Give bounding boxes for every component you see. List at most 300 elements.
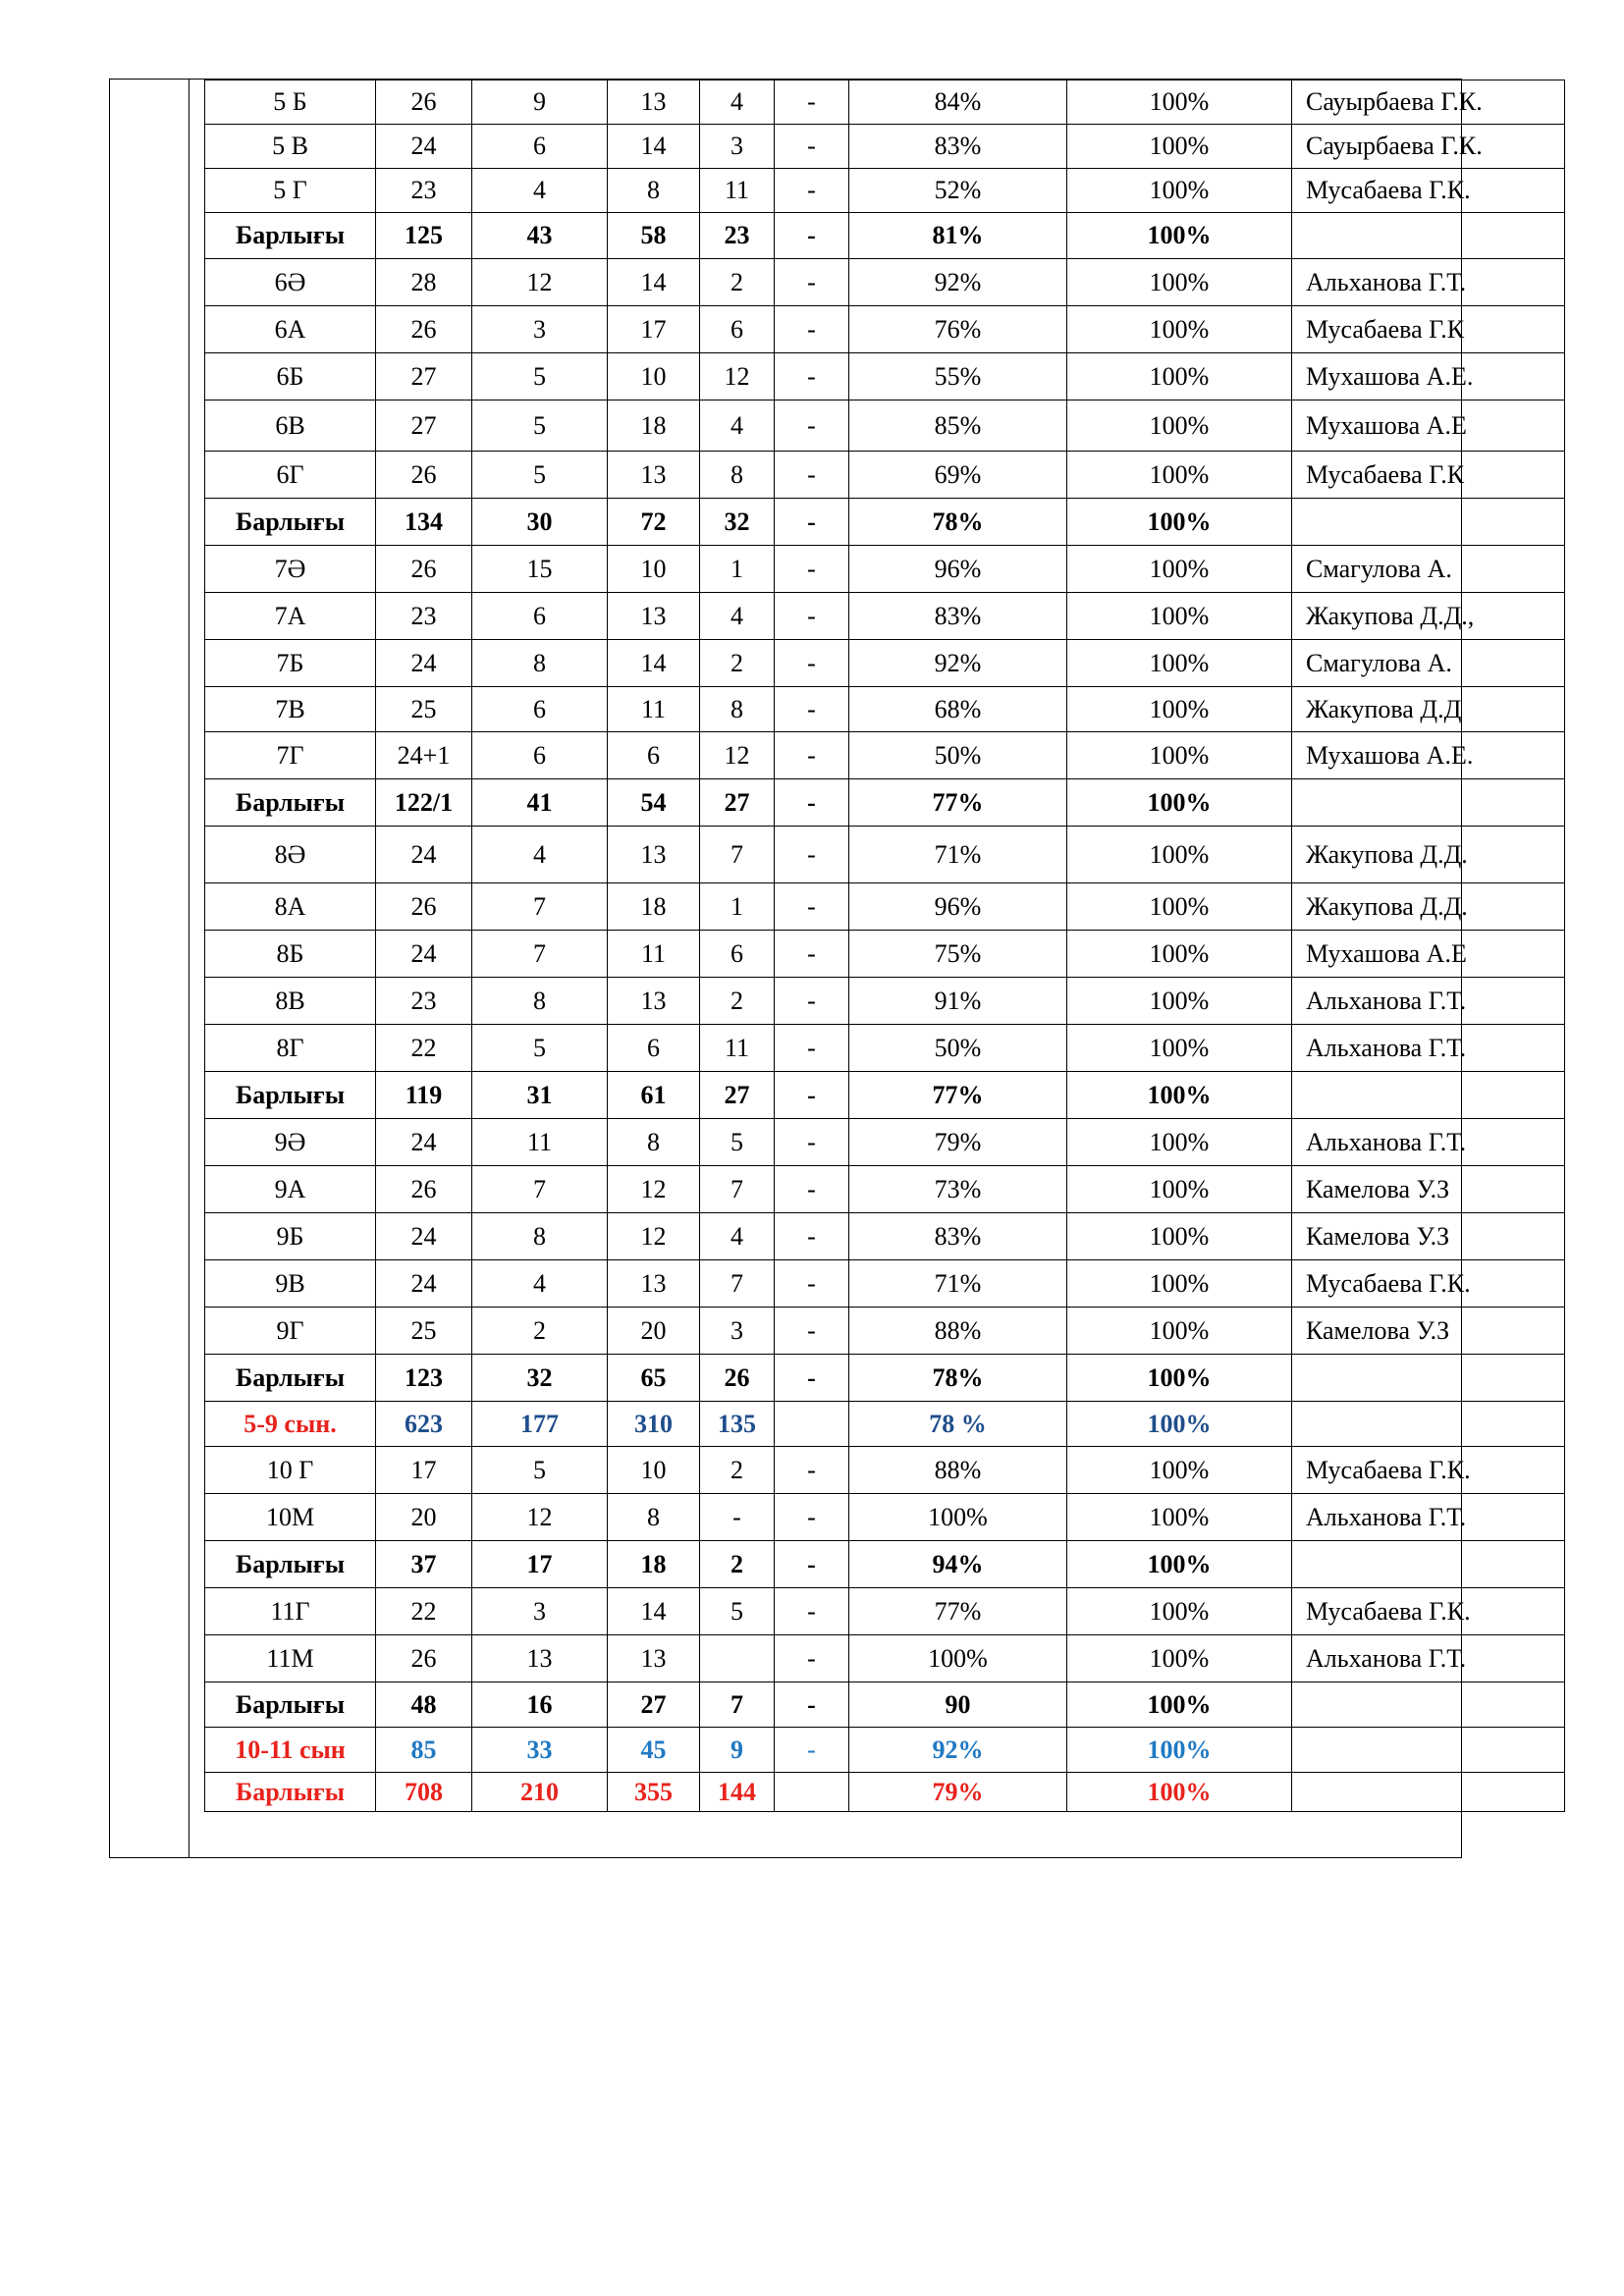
good-cell: 17 [608, 306, 700, 353]
students-cell: 24 [376, 125, 472, 169]
quality-cell: 68% [849, 687, 1067, 732]
good-cell: 8 [608, 169, 700, 213]
class-cell: 8Г [205, 1025, 376, 1072]
teacher-cell: Жакупова Д.Д., [1292, 593, 1565, 640]
class-cell: 6Ә [205, 259, 376, 306]
satisfactory-cell: 2 [700, 978, 775, 1025]
satisfactory-cell [700, 1635, 775, 1682]
students-cell: 24+1 [376, 732, 472, 779]
good-cell: 14 [608, 1588, 700, 1635]
success-cell: 100% [1067, 1166, 1292, 1213]
table-row [205, 1308, 1565, 1355]
students-cell: 85 [376, 1728, 472, 1773]
good-cell: 6 [608, 732, 700, 779]
excellent-cell: 12 [472, 259, 608, 306]
class-cell: 5 Б [205, 80, 376, 125]
success-cell: 100% [1067, 779, 1292, 827]
class-cell: 11М [205, 1635, 376, 1682]
fail-cell: - [775, 1025, 849, 1072]
teacher-cell: Сауырбаева Г.К. [1292, 80, 1565, 125]
students-cell: 26 [376, 883, 472, 931]
success-cell: 100% [1067, 546, 1292, 593]
teacher-cell: Мусабаева Г.К. [1292, 1588, 1565, 1635]
excellent-cell: 2 [472, 1308, 608, 1355]
class-cell: 7А [205, 593, 376, 640]
success-cell: 100% [1067, 1260, 1292, 1308]
quality-cell: 78% [849, 499, 1067, 546]
summary-row [205, 1402, 1565, 1447]
quality-cell: 83% [849, 125, 1067, 169]
class-cell: 5 Г [205, 169, 376, 213]
good-cell: 13 [608, 1635, 700, 1682]
class-cell: 7Ә [205, 546, 376, 593]
satisfactory-cell: 12 [700, 732, 775, 779]
fail-cell: - [775, 1119, 849, 1166]
excellent-cell: 4 [472, 827, 608, 883]
quality-cell: 92% [849, 1728, 1067, 1773]
satisfactory-cell: 144 [700, 1773, 775, 1812]
good-cell: 8 [608, 1494, 700, 1541]
quality-cell: 100% [849, 1494, 1067, 1541]
teacher-cell: Альханова Г.Т. [1292, 1025, 1565, 1072]
excellent-cell: 8 [472, 1213, 608, 1260]
success-cell: 100% [1067, 732, 1292, 779]
teacher-cell [1292, 1682, 1565, 1728]
satisfactory-cell: 1 [700, 883, 775, 931]
students-cell: 28 [376, 259, 472, 306]
excellent-cell: 8 [472, 978, 608, 1025]
class-cell: 7В [205, 687, 376, 732]
quality-cell: 50% [849, 732, 1067, 779]
table-row [205, 80, 1565, 125]
success-cell: 100% [1067, 978, 1292, 1025]
fail-cell: - [775, 978, 849, 1025]
students-cell: 623 [376, 1402, 472, 1447]
quality-cell: 79% [849, 1119, 1067, 1166]
fail-cell: - [775, 883, 849, 931]
teacher-cell: Мухашова А.Е. [1292, 353, 1565, 400]
class-cell: Барлығы [205, 499, 376, 546]
excellent-cell: 3 [472, 306, 608, 353]
fail-cell: - [775, 169, 849, 213]
good-cell: 65 [608, 1355, 700, 1402]
table-row [205, 931, 1565, 978]
excellent-cell: 41 [472, 779, 608, 827]
table-row [205, 1025, 1565, 1072]
table-row [205, 169, 1565, 213]
excellent-cell: 33 [472, 1728, 608, 1773]
fail-cell: - [775, 306, 849, 353]
summary-row [205, 1728, 1565, 1773]
satisfactory-cell: 8 [700, 452, 775, 499]
excellent-cell: 5 [472, 452, 608, 499]
fail-cell: - [775, 546, 849, 593]
table-row [205, 1119, 1565, 1166]
satisfactory-cell: 7 [700, 1166, 775, 1213]
teacher-cell: Альханова Г.Т. [1292, 978, 1565, 1025]
teacher-cell: Мусабаева Г.К [1292, 306, 1565, 353]
satisfactory-cell: 4 [700, 1213, 775, 1260]
excellent-cell: 8 [472, 640, 608, 687]
class-cell: 10-11 сын [205, 1728, 376, 1773]
fail-cell: - [775, 931, 849, 978]
fail-cell [775, 1773, 849, 1812]
table-row [205, 400, 1565, 452]
teacher-cell: Камелова У.З [1292, 1213, 1565, 1260]
satisfactory-cell: 2 [700, 1541, 775, 1588]
quality-cell: 71% [849, 827, 1067, 883]
teacher-cell: Камелова У.З [1292, 1308, 1565, 1355]
grades-table [204, 80, 1565, 1812]
excellent-cell: 12 [472, 1494, 608, 1541]
good-cell: 11 [608, 687, 700, 732]
teacher-cell: Сауырбаева Г.К. [1292, 125, 1565, 169]
students-cell: 48 [376, 1682, 472, 1728]
success-cell: 100% [1067, 1119, 1292, 1166]
excellent-cell: 17 [472, 1541, 608, 1588]
teacher-cell [1292, 1072, 1565, 1119]
quality-cell: 83% [849, 593, 1067, 640]
teacher-cell: Смагулова А. [1292, 546, 1565, 593]
good-cell: 6 [608, 1025, 700, 1072]
students-cell: 23 [376, 593, 472, 640]
fail-cell: - [775, 1588, 849, 1635]
success-cell: 100% [1067, 1588, 1292, 1635]
table-row [205, 1588, 1565, 1635]
class-cell: 9Г [205, 1308, 376, 1355]
total-row [205, 1682, 1565, 1728]
satisfactory-cell: 2 [700, 640, 775, 687]
students-cell: 708 [376, 1773, 472, 1812]
table-row [205, 883, 1565, 931]
excellent-cell: 31 [472, 1072, 608, 1119]
fail-cell: - [775, 400, 849, 452]
satisfactory-cell: 12 [700, 353, 775, 400]
fail-cell: - [775, 1166, 849, 1213]
excellent-cell: 15 [472, 546, 608, 593]
good-cell: 72 [608, 499, 700, 546]
fail-cell: - [775, 452, 849, 499]
table-row [205, 593, 1565, 640]
good-cell: 10 [608, 1447, 700, 1494]
good-cell: 13 [608, 593, 700, 640]
students-cell: 27 [376, 400, 472, 452]
satisfactory-cell: 32 [700, 499, 775, 546]
satisfactory-cell: 11 [700, 1025, 775, 1072]
teacher-cell: Жакупова Д.Д. [1292, 827, 1565, 883]
table-row [205, 732, 1565, 779]
teacher-cell [1292, 213, 1565, 259]
quality-cell: 55% [849, 353, 1067, 400]
quality-cell: 88% [849, 1447, 1067, 1494]
quality-cell: 76% [849, 306, 1067, 353]
table-row [205, 1447, 1565, 1494]
teacher-cell [1292, 779, 1565, 827]
teacher-cell [1292, 1728, 1565, 1773]
students-cell: 24 [376, 1119, 472, 1166]
class-cell: 10М [205, 1494, 376, 1541]
quality-cell: 50% [849, 1025, 1067, 1072]
teacher-cell [1292, 1355, 1565, 1402]
teacher-cell [1292, 499, 1565, 546]
satisfactory-cell: 9 [700, 1728, 775, 1773]
quality-cell: 78% [849, 1355, 1067, 1402]
success-cell: 100% [1067, 1682, 1292, 1728]
teacher-cell: Альханова Г.Т. [1292, 1635, 1565, 1682]
quality-cell: 85% [849, 400, 1067, 452]
excellent-cell: 9 [472, 80, 608, 125]
good-cell: 61 [608, 1072, 700, 1119]
satisfactory-cell: 4 [700, 80, 775, 125]
quality-cell: 77% [849, 1072, 1067, 1119]
satisfactory-cell: 2 [700, 259, 775, 306]
fail-cell: - [775, 1494, 849, 1541]
students-cell: 37 [376, 1541, 472, 1588]
quality-cell: 83% [849, 1213, 1067, 1260]
success-cell: 100% [1067, 1213, 1292, 1260]
table-row [205, 306, 1565, 353]
students-cell: 24 [376, 640, 472, 687]
excellent-cell: 210 [472, 1773, 608, 1812]
quality-cell: 88% [849, 1308, 1067, 1355]
fail-cell: - [775, 80, 849, 125]
quality-cell: 77% [849, 779, 1067, 827]
excellent-cell: 5 [472, 400, 608, 452]
students-cell: 134 [376, 499, 472, 546]
satisfactory-cell: 7 [700, 827, 775, 883]
good-cell: 12 [608, 1213, 700, 1260]
excellent-cell: 13 [472, 1635, 608, 1682]
success-cell: 100% [1067, 883, 1292, 931]
class-cell: 9В [205, 1260, 376, 1308]
good-cell: 14 [608, 125, 700, 169]
class-cell: 9А [205, 1166, 376, 1213]
quality-cell: 81% [849, 213, 1067, 259]
total-row [205, 213, 1565, 259]
table-row [205, 687, 1565, 732]
excellent-cell: 43 [472, 213, 608, 259]
grand-total-row [205, 1773, 1565, 1812]
good-cell: 310 [608, 1402, 700, 1447]
success-cell: 100% [1067, 353, 1292, 400]
table-row [205, 125, 1565, 169]
teacher-cell: Мусабаева Г.К [1292, 452, 1565, 499]
satisfactory-cell: 23 [700, 213, 775, 259]
table-row [205, 1635, 1565, 1682]
good-cell: 11 [608, 931, 700, 978]
success-cell: 100% [1067, 1494, 1292, 1541]
table-row [205, 640, 1565, 687]
good-cell: 54 [608, 779, 700, 827]
success-cell: 100% [1067, 687, 1292, 732]
class-cell: 6В [205, 400, 376, 452]
excellent-cell: 11 [472, 1119, 608, 1166]
fail-cell [775, 1402, 849, 1447]
class-cell: 11Г [205, 1588, 376, 1635]
good-cell: 18 [608, 1541, 700, 1588]
students-cell: 122/1 [376, 779, 472, 827]
fail-cell: - [775, 1213, 849, 1260]
class-cell: Барлығы [205, 1072, 376, 1119]
teacher-cell [1292, 1402, 1565, 1447]
students-cell: 27 [376, 353, 472, 400]
success-cell: 100% [1067, 80, 1292, 125]
satisfactory-cell: 27 [700, 1072, 775, 1119]
students-cell: 26 [376, 80, 472, 125]
class-cell: 8Ә [205, 827, 376, 883]
satisfactory-cell: 6 [700, 306, 775, 353]
fail-cell: - [775, 125, 849, 169]
fail-cell: - [775, 499, 849, 546]
teacher-cell [1292, 1541, 1565, 1588]
good-cell: 18 [608, 400, 700, 452]
class-cell: 7Б [205, 640, 376, 687]
excellent-cell: 16 [472, 1682, 608, 1728]
quality-cell: 52% [849, 169, 1067, 213]
satisfactory-cell: 4 [700, 400, 775, 452]
total-row [205, 1072, 1565, 1119]
fail-cell: - [775, 687, 849, 732]
quality-cell: 94% [849, 1541, 1067, 1588]
excellent-cell: 30 [472, 499, 608, 546]
good-cell: 12 [608, 1166, 700, 1213]
excellent-cell: 6 [472, 593, 608, 640]
good-cell: 10 [608, 353, 700, 400]
satisfactory-cell: 26 [700, 1355, 775, 1402]
teacher-cell: Мухашова А.Е [1292, 400, 1565, 452]
teacher-cell: Мусабаева Г.К. [1292, 1447, 1565, 1494]
table-row [205, 827, 1565, 883]
total-row [205, 1541, 1565, 1588]
success-cell: 100% [1067, 1402, 1292, 1447]
quality-cell: 79% [849, 1773, 1067, 1812]
quality-cell: 92% [849, 259, 1067, 306]
fail-cell: - [775, 353, 849, 400]
students-cell: 119 [376, 1072, 472, 1119]
excellent-cell: 5 [472, 1025, 608, 1072]
fail-cell: - [775, 732, 849, 779]
success-cell: 100% [1067, 593, 1292, 640]
class-cell: 9Б [205, 1213, 376, 1260]
quality-cell: 91% [849, 978, 1067, 1025]
class-cell: 9Ә [205, 1119, 376, 1166]
quality-cell: 73% [849, 1166, 1067, 1213]
total-row [205, 779, 1565, 827]
good-cell: 13 [608, 452, 700, 499]
success-cell: 100% [1067, 259, 1292, 306]
students-cell: 26 [376, 1166, 472, 1213]
students-cell: 23 [376, 169, 472, 213]
table-row [205, 978, 1565, 1025]
class-cell: Барлығы [205, 213, 376, 259]
fail-cell: - [775, 1635, 849, 1682]
quality-cell: 100% [849, 1635, 1067, 1682]
excellent-cell: 5 [472, 353, 608, 400]
good-cell: 8 [608, 1119, 700, 1166]
fail-cell: - [775, 1072, 849, 1119]
total-row [205, 1355, 1565, 1402]
students-cell: 17 [376, 1447, 472, 1494]
table-row [205, 1260, 1565, 1308]
excellent-cell: 177 [472, 1402, 608, 1447]
satisfactory-cell: 6 [700, 931, 775, 978]
success-cell: 100% [1067, 640, 1292, 687]
table-row [205, 259, 1565, 306]
fail-cell: - [775, 259, 849, 306]
quality-cell: 90 [849, 1682, 1067, 1728]
success-cell: 100% [1067, 1447, 1292, 1494]
class-cell: 5-9 сын. [205, 1402, 376, 1447]
quality-cell: 78 % [849, 1402, 1067, 1447]
table-row [205, 452, 1565, 499]
class-cell: 6Б [205, 353, 376, 400]
good-cell: 27 [608, 1682, 700, 1728]
success-cell: 100% [1067, 125, 1292, 169]
good-cell: 355 [608, 1773, 700, 1812]
good-cell: 13 [608, 827, 700, 883]
teacher-cell: Мухашова А.Е [1292, 931, 1565, 978]
teacher-cell: Альханова Г.Т. [1292, 1494, 1565, 1541]
table-row [205, 546, 1565, 593]
quality-cell: 96% [849, 546, 1067, 593]
excellent-cell: 3 [472, 1588, 608, 1635]
quality-cell: 77% [849, 1588, 1067, 1635]
good-cell: 13 [608, 1260, 700, 1308]
excellent-cell: 7 [472, 931, 608, 978]
success-cell: 100% [1067, 499, 1292, 546]
success-cell: 100% [1067, 452, 1292, 499]
fail-cell: - [775, 1260, 849, 1308]
excellent-cell: 6 [472, 687, 608, 732]
quality-cell: 96% [849, 883, 1067, 931]
quality-cell: 75% [849, 931, 1067, 978]
success-cell: 100% [1067, 400, 1292, 452]
fail-cell: - [775, 593, 849, 640]
success-cell: 100% [1067, 1635, 1292, 1682]
students-cell: 26 [376, 306, 472, 353]
good-cell: 45 [608, 1728, 700, 1773]
excellent-cell: 6 [472, 125, 608, 169]
satisfactory-cell: 4 [700, 593, 775, 640]
students-cell: 25 [376, 687, 472, 732]
excellent-cell: 32 [472, 1355, 608, 1402]
good-cell: 20 [608, 1308, 700, 1355]
satisfactory-cell: 135 [700, 1402, 775, 1447]
satisfactory-cell: 8 [700, 687, 775, 732]
class-cell: 8А [205, 883, 376, 931]
satisfactory-cell: 11 [700, 169, 775, 213]
good-cell: 10 [608, 546, 700, 593]
excellent-cell: 5 [472, 1447, 608, 1494]
success-cell: 100% [1067, 1728, 1292, 1773]
teacher-cell: Жакупова Д.Д [1292, 687, 1565, 732]
class-cell: Барлығы [205, 1541, 376, 1588]
students-cell: 125 [376, 213, 472, 259]
fail-cell: - [775, 1447, 849, 1494]
class-cell: Барлығы [205, 1355, 376, 1402]
excellent-cell: 4 [472, 169, 608, 213]
excellent-cell: 7 [472, 1166, 608, 1213]
teacher-cell: Мухашова А.Е. [1292, 732, 1565, 779]
success-cell: 100% [1067, 213, 1292, 259]
satisfactory-cell: 3 [700, 1308, 775, 1355]
teacher-cell: Альханова Г.Т. [1292, 259, 1565, 306]
teacher-cell: Мусабаева Г.К. [1292, 169, 1565, 213]
success-cell: 100% [1067, 306, 1292, 353]
students-cell: 26 [376, 1635, 472, 1682]
satisfactory-cell: 7 [700, 1682, 775, 1728]
students-cell: 24 [376, 931, 472, 978]
